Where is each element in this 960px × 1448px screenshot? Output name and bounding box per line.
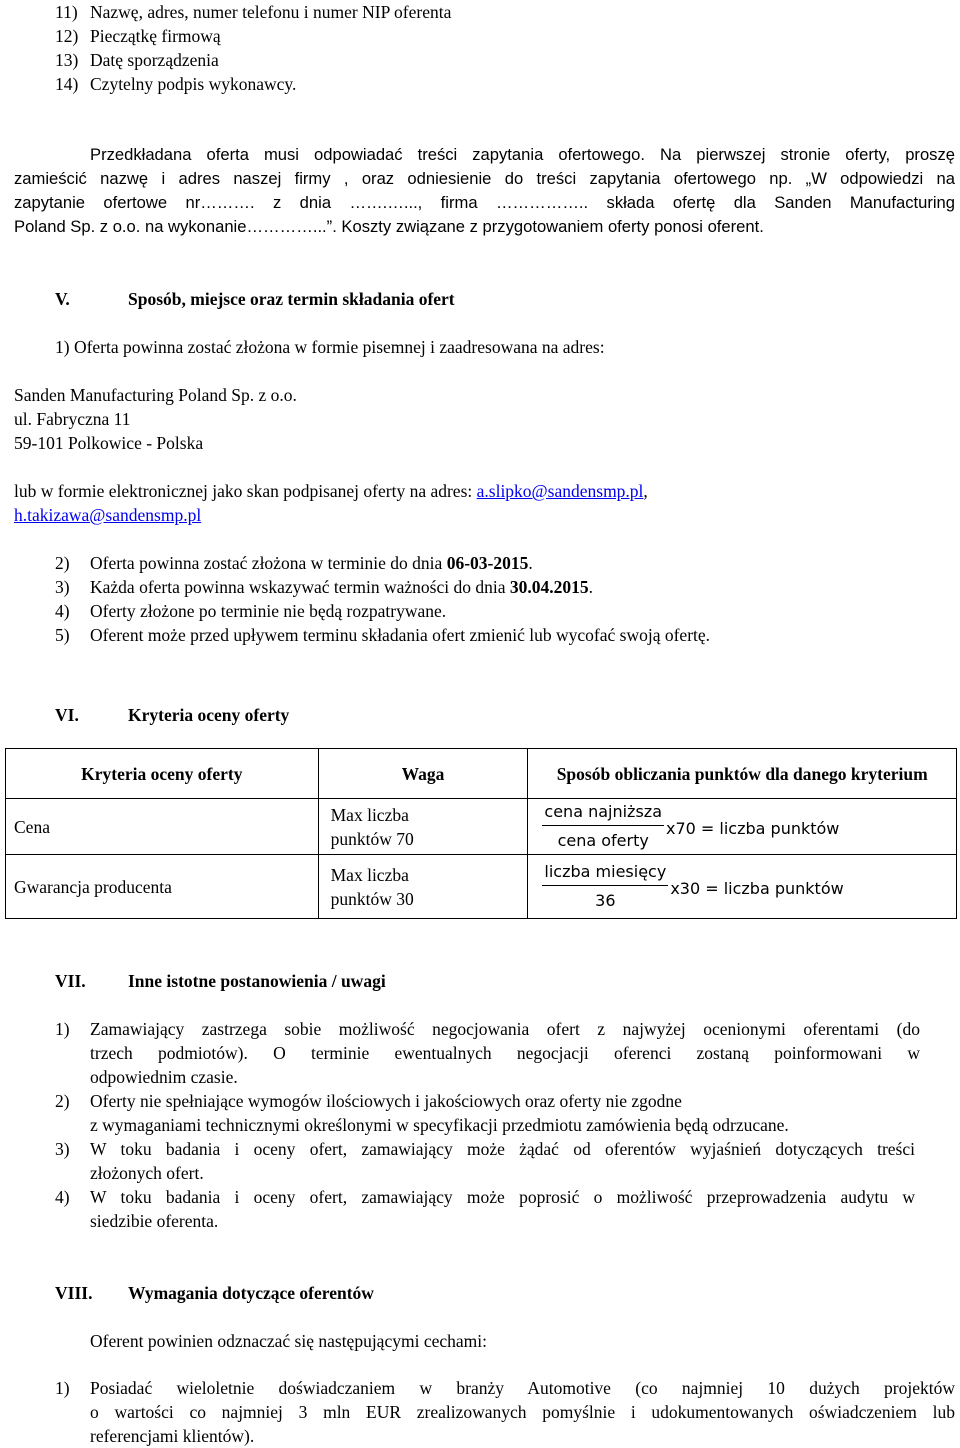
section-item: 1) Oferta powinna zostać złożona w formie pisemnej i zaadresowana na adres:	[55, 337, 605, 357]
weight-cell	[318, 799, 528, 855]
formula-cell	[528, 799, 957, 855]
item-line: siedzibie oferenta.	[90, 1211, 219, 1231]
address-line: Sanden Manufacturing Poland Sp. z o.o.	[14, 385, 297, 405]
weight-line: punktów 30	[330, 888, 414, 909]
criterion-name: Cena	[6, 799, 319, 855]
item-number: 2)	[55, 1091, 70, 1111]
item-number: 3)	[55, 577, 70, 597]
address-line: ul. Fabryczna 11	[14, 409, 131, 429]
price-formula	[536, 802, 948, 851]
header-method: Sposób obliczania punktów dla danego kryterium	[528, 749, 957, 799]
item-line: odpowiednim czasie.	[90, 1067, 238, 1087]
header-weight: Waga	[318, 749, 528, 799]
weight-line: Max liczba	[330, 864, 409, 885]
item-number: 1)	[55, 1378, 70, 1398]
email-link-2[interactable]: h.takizawa@sandensmp.pl	[14, 505, 202, 525]
list-item-text: Datę sporządzenia	[90, 50, 219, 70]
section-number: V.	[55, 289, 70, 309]
intro-line: Poland Sp. z o.o. na wykonanie…………...”. Koszty związane z przygotowaniem oferty ponosi oferent.	[14, 217, 764, 236]
item-text: Oferent może przed upływem terminu składania ofert zmienić lub wycofać swoją ofertę.	[90, 625, 711, 645]
item-line: Zamawiający zastrzega sobie możliwość negocjowania ofert z najwyżej ocenionymi oferentami (do	[90, 1019, 920, 1039]
list-item-number: 14)	[55, 74, 79, 94]
email-link-1[interactable]: a.slipko@sandensmp.pl	[476, 481, 644, 501]
fraction	[542, 802, 664, 851]
section-title: Sposób, miejsce oraz termin składania ofert	[128, 289, 455, 309]
fraction-numerator: liczba miesięcy	[542, 862, 668, 886]
item-punct: .	[528, 553, 533, 573]
section-number: VI.	[55, 705, 79, 725]
formula-tail: x70 = liczba punktów	[666, 818, 840, 838]
validity-date: 30.04.2015	[509, 577, 589, 597]
item-text: Oferta powinna zostać złożona w terminie do dnia	[90, 553, 447, 573]
table-row	[6, 799, 957, 855]
section-intro: Oferent powinien odznaczać się następującymi cechami:	[90, 1331, 487, 1351]
fraction-numerator: cena najniższa	[542, 802, 664, 826]
item-line: Oferty nie spełniające wymogów ilościowych i jakościowych oraz oferty nie zgodne	[90, 1091, 682, 1111]
table-header-row	[6, 749, 957, 799]
criteria-table	[5, 748, 957, 919]
fraction	[542, 862, 668, 911]
item-number: 2)	[55, 553, 70, 573]
deadline-date: 06-03-2015	[446, 553, 529, 573]
item-line: referencjami klientów).	[90, 1426, 255, 1446]
section-title: Kryteria oceny oferty	[128, 705, 290, 725]
intro-line: zapytanie ofertowe nr………. z dnia …….…..., firma …………….. składa ofertę dla Sanden Manufacturing	[14, 193, 955, 212]
item-number: 5)	[55, 625, 70, 645]
item-number: 3)	[55, 1139, 70, 1159]
fraction-denominator: cena oferty	[557, 831, 649, 850]
list-item-text: Nazwę, adres, numer telefonu i numer NIP oferenta	[90, 2, 452, 22]
item-punct: .	[588, 577, 593, 597]
formula-tail: x30 = liczba punktów	[670, 878, 844, 898]
item-text: Oferty złożone po terminie nie będą rozpatrywane.	[90, 601, 447, 621]
header-criteria: Kryteria oceny oferty	[6, 749, 319, 799]
item-line: W toku badania i oceny ofert, zamawiający może poprosić o możliwość przeprowadzenia audytu w	[90, 1187, 915, 1207]
criterion-name: Gwarancja producenta	[6, 855, 319, 919]
item-line: o wartości co najmniej 3 mln EUR zrealizowanych pomyślnie i udokumentowanych oświadczeniem lub	[90, 1402, 955, 1422]
warranty-formula	[536, 862, 948, 911]
email-intro: lub w formie elektronicznej jako skan podpisanej oferty na adres:	[14, 481, 477, 501]
item-number: 1)	[55, 1019, 70, 1039]
list-item-text: Pieczątkę firmową	[90, 26, 221, 46]
section-title: Wymagania dotyczące oferentów	[128, 1283, 374, 1303]
table-row	[6, 855, 957, 919]
item-line: z wymaganiami technicznymi określonymi w specyfikacji przedmiotu zamówienia będą odrzucane.	[90, 1115, 789, 1135]
weight-cell	[318, 855, 528, 919]
section-number: VIII.	[55, 1283, 93, 1303]
intro-line: zamieścić nazwę i adres naszej firmy , oraz odniesienie do treści zapytania ofertowego np. „W odpowiedzi na	[14, 169, 955, 188]
email-separator: ,	[643, 481, 648, 501]
item-line: Posiadać wieloletnie doświadczaniem w branży Automotive (co najmniej 10 dużych projektów	[90, 1378, 955, 1398]
item-text: Każda oferta powinna wskazywać termin ważności do dnia	[90, 577, 510, 597]
section-title: Inne istotne postanowienia / uwagi	[128, 971, 386, 991]
list-item-number: 13)	[55, 50, 79, 70]
item-line: trzech podmiotów). O terminie ewentualnych negocjacji oferenci zostaną poinformowani w	[90, 1043, 920, 1063]
item-number: 4)	[55, 601, 70, 621]
item-line: W toku badania i oceny ofert, zamawiający może żądać od oferentów wyjaśnień dotyczących treści	[90, 1139, 915, 1159]
item-line: złożonych ofert.	[90, 1163, 204, 1183]
fraction-denominator: 36	[595, 891, 616, 910]
email-line	[14, 479, 648, 503]
item-number: 4)	[55, 1187, 70, 1207]
weight-line: punktów 70	[330, 828, 414, 849]
weight-line: Max liczba	[330, 804, 409, 825]
intro-line: Przedkładana oferta musi odpowiadać treści zapytania ofertowego. Na pierwszej stronie oferty, proszę	[90, 145, 955, 164]
formula-cell	[528, 855, 957, 919]
address-line: 59-101 Polkowice - Polska	[14, 433, 204, 453]
section-number: VII.	[55, 971, 86, 991]
list-item-number: 11)	[55, 2, 78, 22]
list-item-text: Czytelny podpis wykonawcy.	[90, 74, 297, 94]
list-item-number: 12)	[55, 26, 79, 46]
